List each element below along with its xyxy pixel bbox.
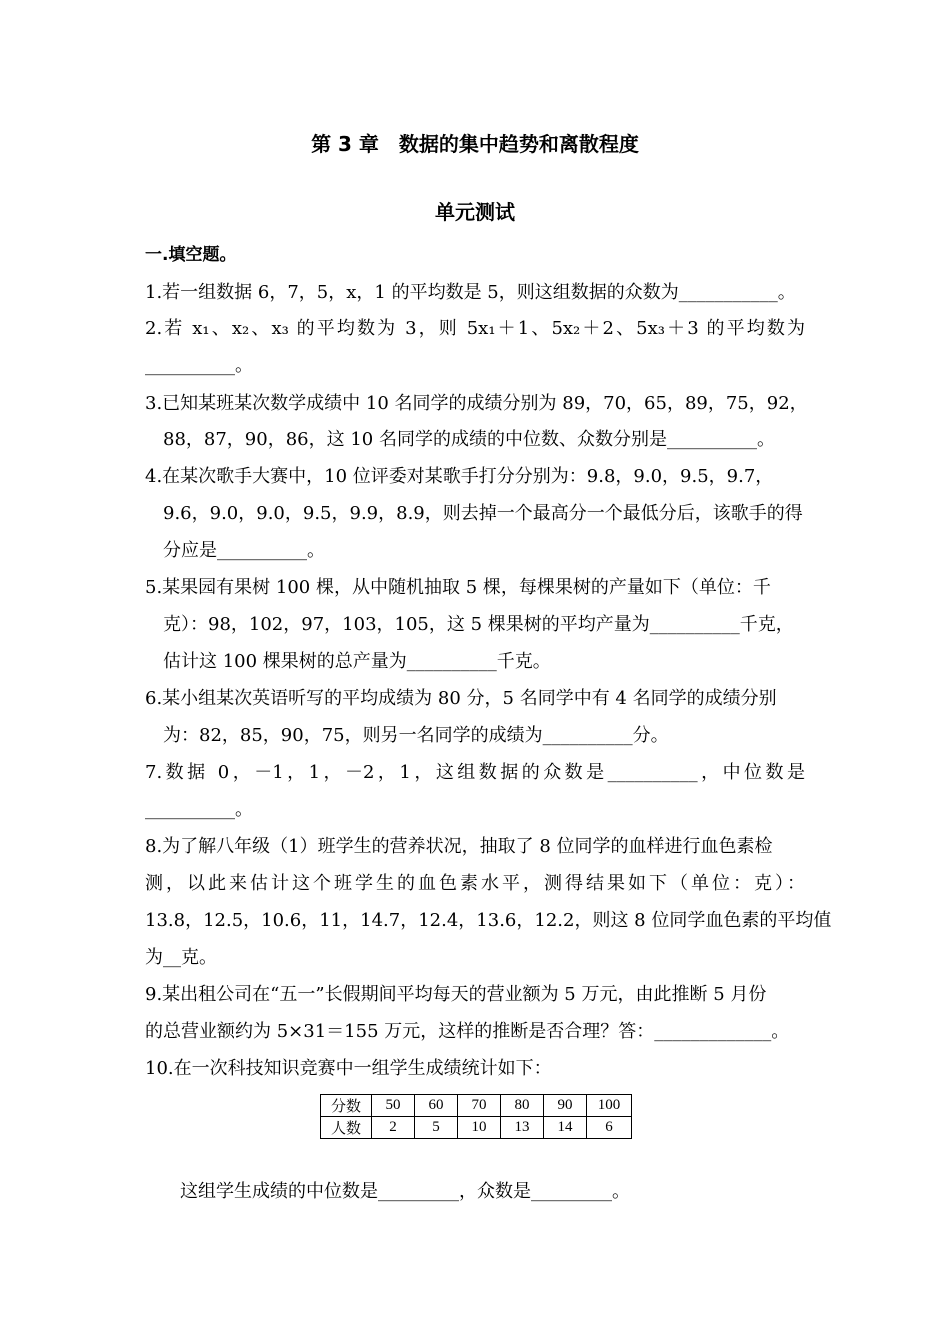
- table-cell: 2: [372, 1117, 415, 1139]
- question-line: 13.8，12.5，10.6，11，14.7，12.4，13.6，12.2，则这 8 位同学血色素的平均值: [145, 910, 832, 931]
- question-line: 4.在某次歌手大赛中，10 位评委对某歌手打分分别为：9.8，9.0，9.5，9.7，: [145, 466, 774, 487]
- table-row: [321, 1095, 632, 1117]
- question-line: 克）：98，102，97，103，105，这 5 棵果树的平均产量为__________千克，: [163, 614, 794, 635]
- question-line: 测，以此来估计这个班学生的血色素水平，测得结果如下（单位：克）：: [145, 873, 805, 894]
- question-line: 6.某小组某次英语听写的平均成绩为 80 分，5 名同学中有 4 名同学的成绩分别: [145, 688, 777, 709]
- score-table: [320, 1094, 632, 1139]
- question-line: __________。: [145, 799, 253, 820]
- question-line: 88，87，90，86，这 10 名同学的成绩的中位数、众数分别是__________。: [163, 429, 775, 450]
- question-line: 7.数据 0，－1，1，－2，1，这组数据的众数是__________，中位数是: [145, 762, 805, 783]
- table-cell: 10: [458, 1117, 501, 1139]
- question-line: 估计这 100 棵果树的总产量为__________千克。: [163, 651, 551, 672]
- page-subtitle: 单元测试: [435, 200, 515, 224]
- table-row: [321, 1117, 632, 1139]
- table-cell: 6: [587, 1117, 632, 1139]
- final-question-line: 这组学生成绩的中位数是_________，众数是_________。: [180, 1181, 630, 1202]
- question-line: 为__克。: [145, 947, 217, 968]
- question-line: 3.已知某班某次数学成绩中 10 名同学的成绩分别为 89，70，65，89，75，92，: [145, 393, 808, 414]
- section-heading: 一.填空题。: [145, 245, 237, 265]
- question-line: 9.某出租公司在“五一”长假期间平均每天的营业额为 5 万元，由此推断 5 月份: [145, 984, 767, 1005]
- table-header-cell: 分数: [321, 1095, 372, 1117]
- question-line: 2.若 x₁、x₂、x₃ 的平均数为 3，则 5x₁＋1、5x₂＋2、5x₃＋3 的平均数为: [145, 318, 805, 339]
- question-line: 的总营业额约为 5×31＝155 万元，这样的推断是否合理？答：_____________。: [145, 1021, 790, 1042]
- table-header-cell: 人数: [321, 1117, 372, 1139]
- table-cell: 14: [544, 1117, 587, 1139]
- question-line: 10.在一次科技知识竞赛中一组学生成绩统计如下：: [145, 1058, 552, 1079]
- table-cell: 13: [501, 1117, 544, 1139]
- table-cell: 60: [415, 1095, 458, 1117]
- table-cell: 70: [458, 1095, 501, 1117]
- table-cell: 80: [501, 1095, 544, 1117]
- question-line: __________。: [145, 355, 253, 376]
- question-line: 1.若一组数据 6，7，5，x，1 的平均数是 5，则这组数据的众数为___________。: [145, 282, 796, 303]
- question-line: 9.6，9.0，9.0，9.5，9.9，8.9，则去掉一个最高分一个最低分后，该歌手的得: [163, 503, 803, 524]
- table-cell: 100: [587, 1095, 632, 1117]
- question-line: 为：82，85，90，75，则另一名同学的成绩为__________分。: [163, 725, 669, 746]
- table-cell: 90: [544, 1095, 587, 1117]
- chapter-title: 第 3 章 数据的集中趋势和离散程度: [311, 132, 639, 156]
- table-cell: 50: [372, 1095, 415, 1117]
- question-line: 5.某果园有果树 100 棵，从中随机抽取 5 棵，每棵果树的产量如下（单位：千: [145, 577, 771, 598]
- table-cell: 5: [415, 1117, 458, 1139]
- question-line: 8.为了解八年级（1）班学生的营养状况，抽取了 8 位同学的血样进行血色素检: [145, 836, 773, 857]
- question-line: 分应是__________。: [163, 540, 325, 561]
